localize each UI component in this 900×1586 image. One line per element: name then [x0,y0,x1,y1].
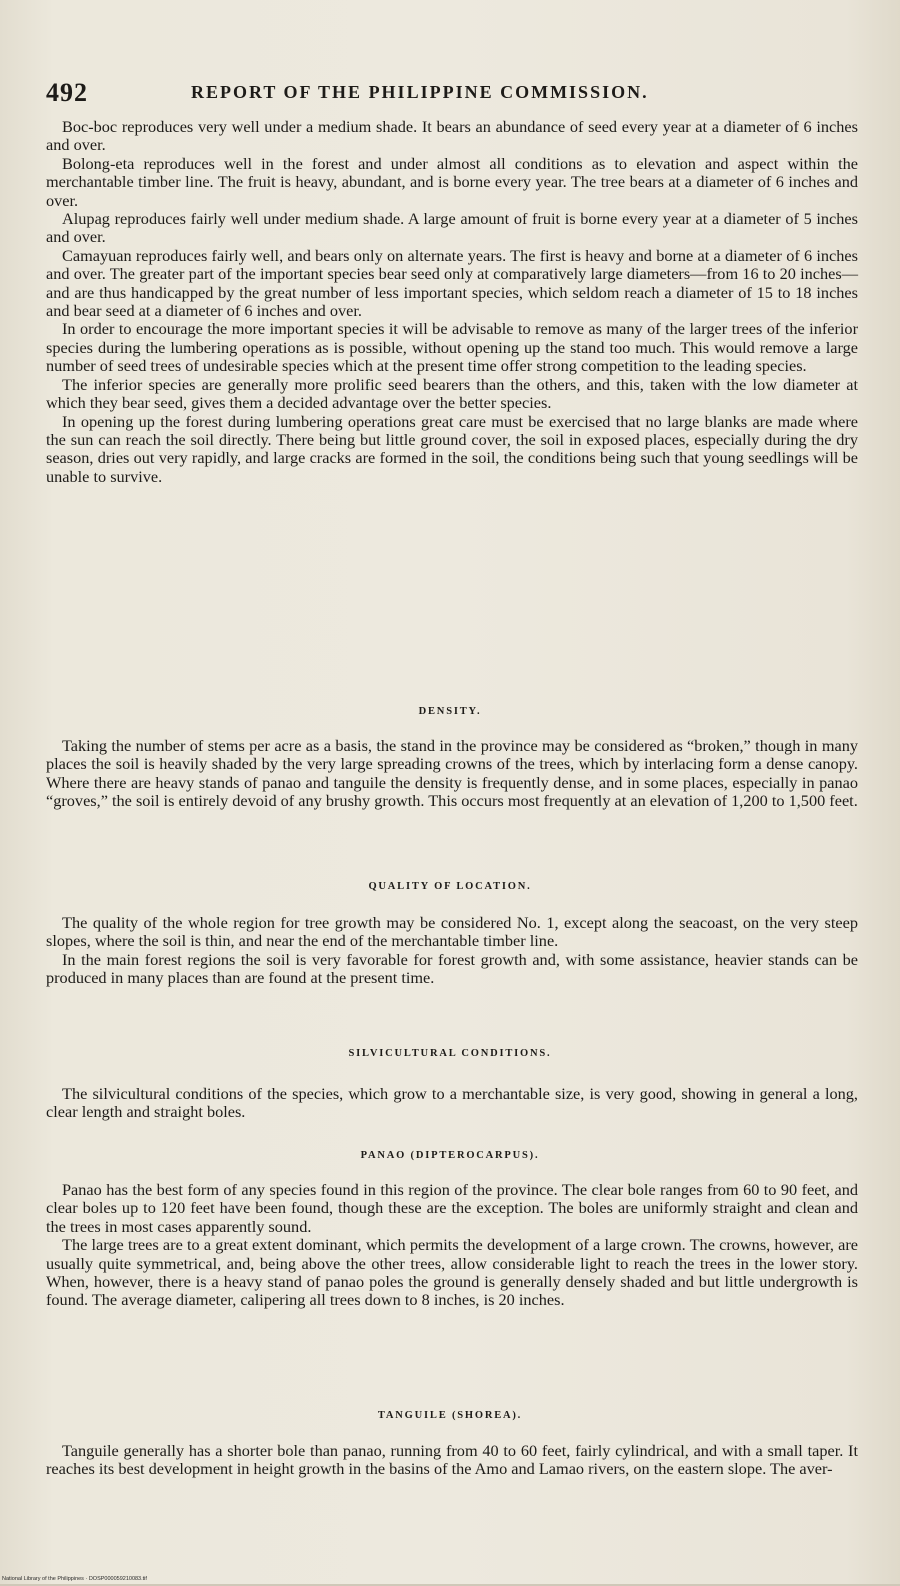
intro-section [46,118,858,486]
paragraph-panao-form: Panao has the best form of any species found in this region of the province. The clear bole ranges from 60 to 90 feet, and clear boles up to 120 feet have been found, though these are the exception. The boles are uniformly straight and clean and the trees in most cases apparently sound. [46,1180,858,1236]
paragraph-silvicultural: The silvicultural conditions of the species, which grow to a merchantable size, is very good, showing in general a long, clear length and straight boles. [46,1084,858,1122]
paragraph-quality-forest-soil: In the main forest regions the soil is very favorable for forest growth and, with some assistance, heavier stands can be produced in many places than are found at the present time. [46,949,858,988]
paragraph-density: Taking the number of stems per acre as a basis, the stand in the province may be considered as “broken,” though in many places the soil is heavily shaded by the very large spreading crowns of the trees, which by interlacing form a dense canopy. Where there are heavy stands of panao and tanguile the density is frequently dense, and in some places, especially in panao “groves,” the soil is entirely devoid of any brushy growth. This occurs most frequently at an elevation of 1,200 to 1,500 feet. [46,736,858,811]
paragraph-lumbering-care: In opening up the forest during lumbering operations great care must be exercised that no large blanks are made where the sun can reach the soil directly. There being but little ground cover, the soil in exposed places, especially during the dry season, dries out very rapidly, and large cracks are formed in the soil, the conditions being such that young seedlings will be unable to survive. [46,411,858,486]
heading-panao: PANAO (DIPTEROCARPUS). [360,1150,540,1161]
running-title: REPORT OF THE PHILIPPINE COMMISSION. [191,82,649,102]
quality-section [46,914,858,988]
density-section [46,737,858,811]
paragraph-panao-crowns: The large trees are to a great extent dominant, which permits the development of a large crown. The crowns, however, are usually quite symmetrical, and, being above the other trees, allow considerable light to reach the trees in the lower story. When, however, there is a heavy stand of panao poles the ground is generally densely shaded and but little undergrowth is found. The average diameter, calipering all trees down to 8 inches, is 20 inches. [46,1235,858,1310]
heading-silvicultural-conditions: SILVICULTURAL CONDITIONS. [348,1048,552,1059]
page-header [46,78,856,110]
panao-section [46,1181,858,1310]
page-number: 492 [46,78,88,107]
paragraph-encourage-species: In order to encourage the more important species it will be advisable to remove as many of the larger trees of the inferior species during the lumbering operations as is possible, without opening up the stand too much. This would remove a large number of seed trees of undesirable species which at the present time offer strong competition to the leading species. [46,319,858,376]
paragraph-quality-region: The quality of the whole region for tree growth may be considered No. 1, except along the seacoast, on the very steep slopes, where the soil is thin, and near the end of the merchantable timber line. [46,913,858,951]
paragraph-tanguile: Tanguile generally has a shorter bole than panao, running from 40 to 60 feet, fairly cylindrical, and with a small taper. It reaches its best development in height growth in the basins of the Amo and Lamao rivers, on the eastern slope. The aver- [46,1441,858,1479]
scan-credit: National Library of the Philippines · DOSP000059210083.tif [2,1576,147,1582]
paragraph-inferior-species: The inferior species are generally more prolific seed bearers than the others, and this, taken with the low diameter at which they bear seed, gives them a decided advantage over the better species. [46,374,858,413]
heading-tanguile: TANGUILE (SHOREA). [377,1410,523,1421]
silvicultural-section [46,1085,858,1122]
paragraph-boc-boc: Boc-boc reproduces very well under a medium shade. It bears an abundance of seed every year at a diameter of 6 inches and over. [46,117,858,155]
heading-density: DENSITY. [418,706,482,717]
paragraph-alupag: Alupag reproduces fairly well under medium shade. A large amount of fruit is borne every year at a diameter of 5 inches and over. [46,209,858,247]
paragraph-camayuan: Camayuan reproduces fairly well, and bears only on alternate years. The first is heavy and borne at a diameter of 6 inches and over. The greater part of the important species bear seed only at comparatively large diameters—from 16 to 20 inches—and are thus handicapped by the great number of less important species, which seldom reach a diameter of 15 to 18 inches and bear seed at a diameter of 6 inches and over. [46,245,858,321]
paragraph-bolong-eta: Bolong-eta reproduces well in the forest and under almost all conditions as to elevation and aspect within the merchantable timber line. The fruit is heavy, abundant, and is borne every year. The tree bears at a diameter of 6 inches and over. [46,153,858,210]
tanguile-section [46,1442,858,1479]
heading-quality-of-location: QUALITY OF LOCATION. [368,881,532,892]
